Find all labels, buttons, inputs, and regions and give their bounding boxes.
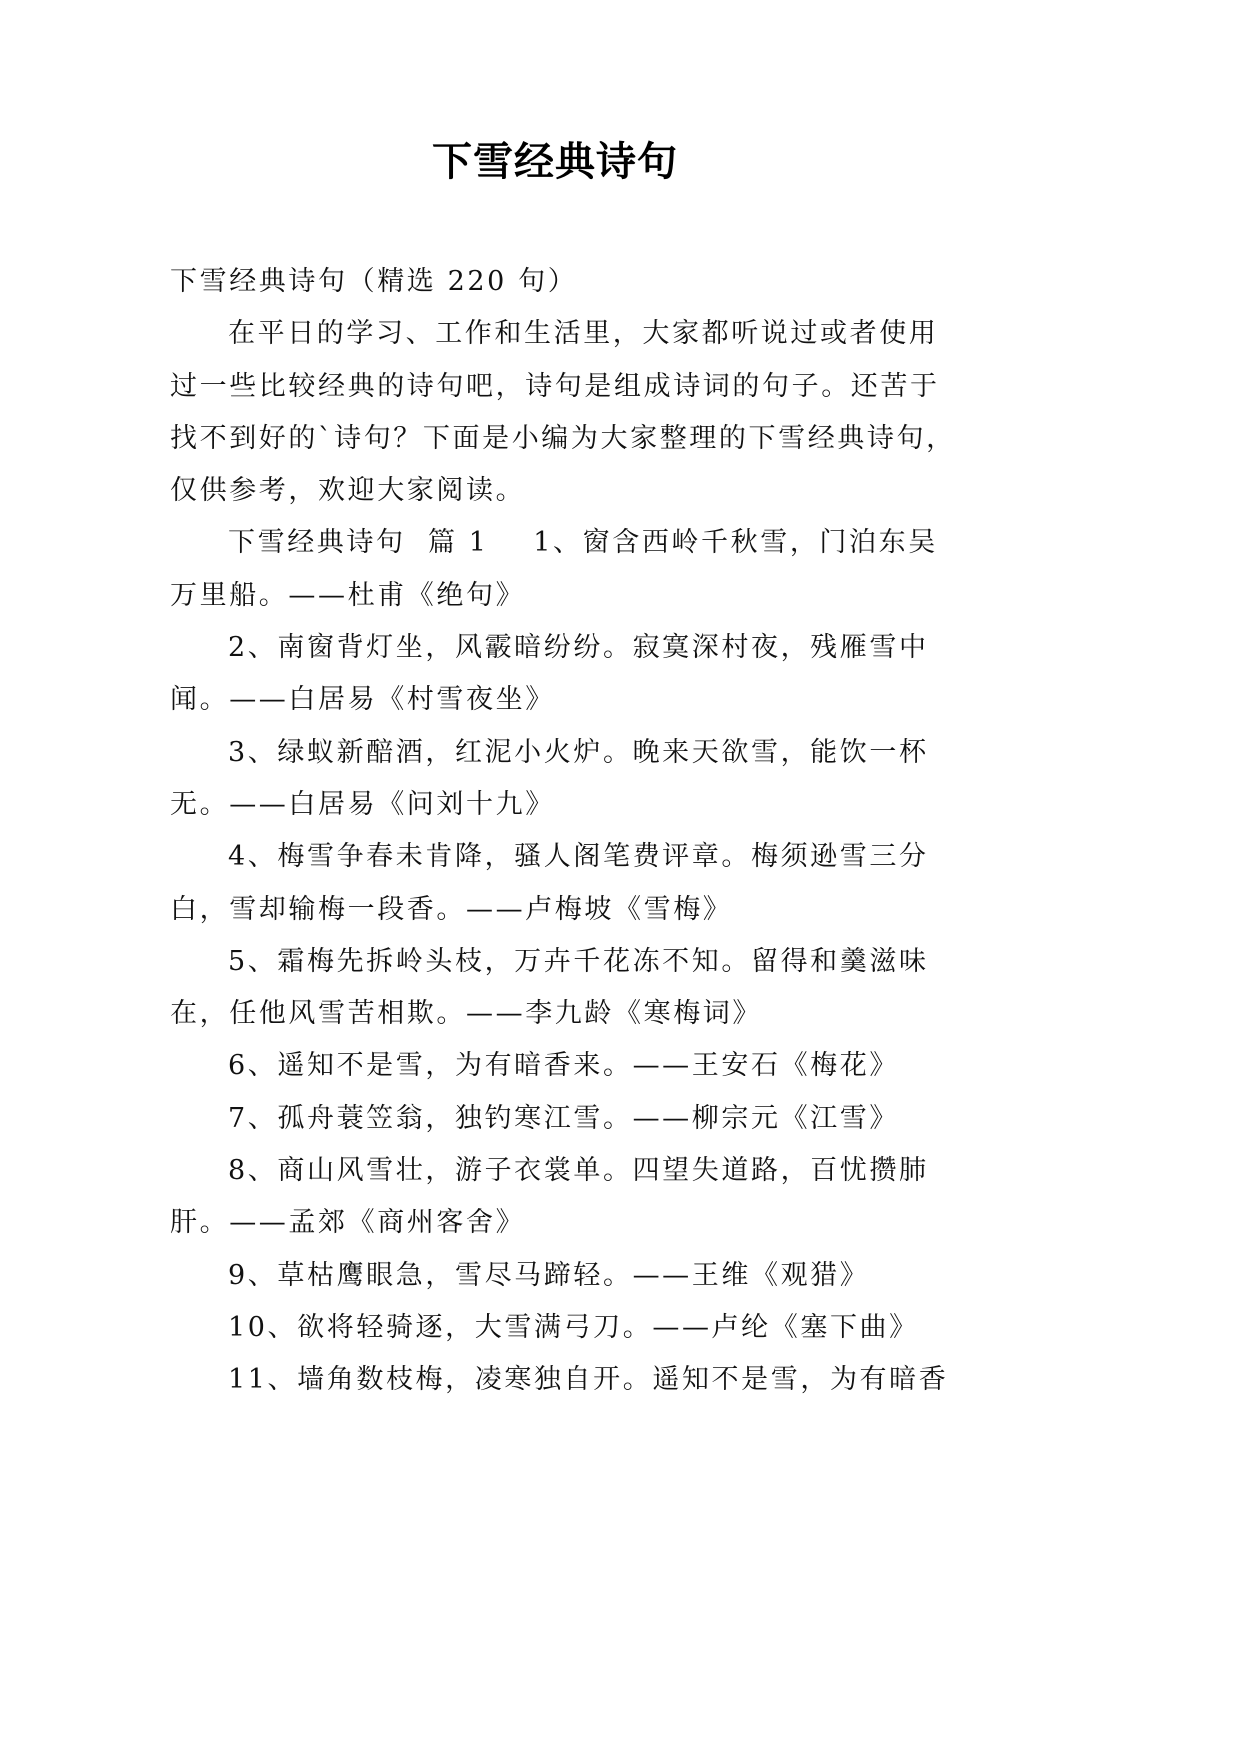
document-title: 下雪经典诗句 (432, 138, 678, 185)
text-line: 11、墙角数枝梅，凌寒独自开。遥知不是雪，为有暗香 (228, 1364, 949, 1396)
document-heading: 下雪经典诗句（精选 220 句） (170, 266, 578, 297)
poem-entry-7 (170, 1093, 970, 1145)
poem-entry-11 (170, 1354, 970, 1406)
poem-entry-9 (170, 1250, 970, 1302)
text-line: 7、孤舟蓑笠翁，独钓寒江雪。——柳宗元《江雪》 (228, 1102, 899, 1134)
poem-entry-10 (170, 1302, 970, 1354)
document-body (170, 256, 970, 1407)
text-line: 9、草枯鹰眼急，雪尽马蹄轻。——王维《观猎》 (228, 1259, 870, 1291)
text-line: 无。——白居易《问刘十九》 (170, 788, 555, 820)
text-line: 在平日的学习、工作和生活里，大家都听说过或者使用 (228, 318, 939, 350)
text-line: 白，雪却输梅一段香。——卢梅坡《雪梅》 (170, 893, 733, 925)
text-line: 过一些比较经典的诗句吧，诗句是组成诗词的句子。还苦于 (170, 370, 940, 402)
poem-entry-4 (170, 831, 970, 936)
text-line: 3、绿蚁新醅酒，红泥小火炉。晚来天欲雪，能饮一杯 (228, 736, 929, 768)
text-line: 2、南窗背灯坐，风霰暗纷纷。寂寞深村夜，残雁雪中 (228, 632, 929, 664)
text-line: 找不到好的`诗句？下面是小编为大家整理的下雪经典诗句， (170, 422, 956, 454)
poem-entry-8 (170, 1145, 970, 1250)
text-line: 万里船。——杜甫《绝句》 (170, 579, 526, 611)
poem-entry-1 (170, 517, 970, 622)
poem-entry-6 (170, 1040, 970, 1092)
text-line: 下雪经典诗句 篇 1 1、窗含西岭千秋雪，门泊东吴 (228, 527, 938, 559)
paragraph-intro (170, 308, 970, 517)
text-line: 仅供参考，欢迎大家阅读。 (170, 475, 526, 507)
text-line: 5、霜梅先拆岭头枝，万卉千花冻不知。留得和羹滋味 (228, 945, 929, 977)
text-line: 闻。——白居易《村雪夜坐》 (170, 684, 555, 716)
poem-entry-5 (170, 936, 970, 1041)
text-line: 在，任他风雪苦相欺。——李九龄《寒梅词》 (170, 998, 762, 1030)
text-line: 10、欲将轻骑逐，大雪满弓刀。——卢纶《塞下曲》 (228, 1311, 919, 1343)
poem-entry-2 (170, 622, 970, 727)
text-line: 8、商山风雪壮，游子衣裳单。四望失道路，百忧攒肺 (228, 1155, 929, 1187)
text-line: 肝。——孟郊《商州客舍》 (170, 1207, 526, 1239)
text-line: 6、遥知不是雪，为有暗香来。——王安石《梅花》 (228, 1050, 899, 1082)
poem-entry-3 (170, 727, 970, 832)
text-line: 4、梅雪争春未肯降，骚人阁笔费评章。梅须逊雪三分 (228, 841, 929, 873)
